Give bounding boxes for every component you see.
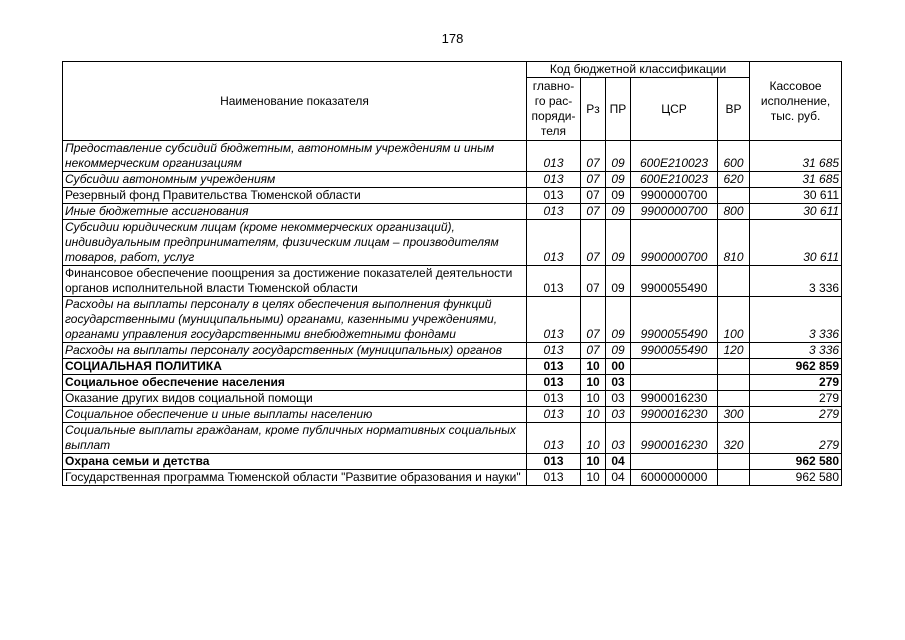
row-vr: 300 [718,407,750,423]
row-pr: 09 [606,172,631,188]
row-pr: 09 [606,297,631,343]
table-row [63,297,842,343]
header-code-group: Код бюджетной классификации [527,62,750,78]
table-row [63,204,842,220]
row-pr: 03 [606,375,631,391]
row-name: Иные бюджетные ассигнования [63,204,527,220]
row-amount: 279 [750,375,842,391]
row-vr [718,470,750,486]
row-csr: 9900016230 [631,423,718,454]
row-glavny: 013 [527,391,581,407]
row-name: Расходы на выплаты персоналу в целях обеспечения выполнения функций государственными (муниципальными) органами, казенными учреждениями, органами управления государственными внебюджетными фондами [63,297,527,343]
table-row [63,375,842,391]
table-body [63,141,842,486]
row-name: СОЦИАЛЬНАЯ ПОЛИТИКА [63,359,527,375]
row-csr: 9900000700 [631,188,718,204]
row-vr: 320 [718,423,750,454]
row-pr: 09 [606,343,631,359]
row-amount: 3 336 [750,297,842,343]
row-csr [631,359,718,375]
row-glavny: 013 [527,141,581,172]
table-row [63,391,842,407]
row-glavny: 013 [527,172,581,188]
row-glavny: 013 [527,470,581,486]
row-pr: 03 [606,407,631,423]
row-csr: 9900055490 [631,266,718,297]
row-name: Субсидии автономным учреждениям [63,172,527,188]
row-vr [718,454,750,470]
row-glavny: 013 [527,188,581,204]
row-vr: 600 [718,141,750,172]
row-pr: 03 [606,423,631,454]
row-vr: 800 [718,204,750,220]
row-csr: 9900000700 [631,220,718,266]
row-rz: 07 [581,297,606,343]
row-csr: 9900055490 [631,343,718,359]
row-glavny: 013 [527,375,581,391]
row-amount: 279 [750,407,842,423]
budget-table [62,61,842,486]
row-vr [718,375,750,391]
row-rz: 10 [581,423,606,454]
header-glavny: главно-го рас-поряди-теля [527,78,581,141]
row-pr: 04 [606,470,631,486]
row-rz: 10 [581,407,606,423]
row-name: Социальное обеспечение населения [63,375,527,391]
row-glavny: 013 [527,407,581,423]
row-csr: 600E210023 [631,172,718,188]
row-glavny: 013 [527,359,581,375]
row-vr: 620 [718,172,750,188]
row-name: Охрана семьи и детства [63,454,527,470]
row-name: Социальное обеспечение и иные выплаты населению [63,407,527,423]
row-glavny: 013 [527,220,581,266]
table-row [63,407,842,423]
row-name: Предоставление субсидий бюджетным, автономным учреждениям и иным некоммерческим организациям [63,141,527,172]
row-pr: 09 [606,188,631,204]
row-amount: 279 [750,423,842,454]
row-vr: 810 [718,220,750,266]
row-rz: 07 [581,266,606,297]
row-name: Финансовое обеспечение поощрения за достижение показателей деятельности органов исполнительной власти Тюменской области [63,266,527,297]
row-rz: 07 [581,141,606,172]
page-number: 178 [441,31,464,46]
row-pr: 09 [606,204,631,220]
table-row [63,266,842,297]
row-rz: 07 [581,188,606,204]
row-vr: 120 [718,343,750,359]
row-csr: 6000000000 [631,470,718,486]
row-vr [718,266,750,297]
header-name: Наименование показателя [63,62,527,141]
row-amount: 962 859 [750,359,842,375]
table-row [63,343,842,359]
row-amount: 962 580 [750,470,842,486]
row-amount: 30 611 [750,220,842,266]
row-amount: 31 685 [750,172,842,188]
row-pr: 09 [606,220,631,266]
table-row [63,220,842,266]
table-row [63,359,842,375]
row-rz: 07 [581,172,606,188]
row-amount: 279 [750,391,842,407]
row-name: Оказание других видов социальной помощи [63,391,527,407]
row-glavny: 013 [527,454,581,470]
row-amount: 30 611 [750,204,842,220]
row-vr: 100 [718,297,750,343]
row-rz: 07 [581,343,606,359]
header-csr: ЦСР [631,78,718,141]
row-rz: 10 [581,470,606,486]
row-pr: 00 [606,359,631,375]
row-pr: 04 [606,454,631,470]
row-vr [718,391,750,407]
table-row [63,172,842,188]
row-glavny: 013 [527,423,581,454]
header-pr: ПР [606,78,631,141]
row-vr [718,188,750,204]
header-rz: Рз [581,78,606,141]
header-vr: ВР [718,78,750,141]
row-amount: 962 580 [750,454,842,470]
row-rz: 10 [581,391,606,407]
row-csr [631,375,718,391]
table-row [63,423,842,454]
row-glavny: 013 [527,343,581,359]
row-csr [631,454,718,470]
row-name: Государственная программа Тюменской области "Развитие образования и науки" [63,470,527,486]
row-name: Субсидии юридическим лицам (кроме некоммерческих организаций), индивидуальным предпринимателям, физическим лицам – производителям товаров, работ, услуг [63,220,527,266]
row-pr: 09 [606,141,631,172]
row-rz: 07 [581,220,606,266]
row-csr: 9900000700 [631,204,718,220]
row-amount: 3 336 [750,343,842,359]
row-csr: 9900016230 [631,391,718,407]
row-amount: 3 336 [750,266,842,297]
header-amount: Кассовое исполнение, тыс. руб. [750,62,842,141]
row-amount: 31 685 [750,141,842,172]
row-rz: 10 [581,375,606,391]
row-vr [718,359,750,375]
row-csr: 600E210023 [631,141,718,172]
row-csr: 9900055490 [631,297,718,343]
table-row [63,454,842,470]
row-glavny: 013 [527,266,581,297]
row-glavny: 013 [527,204,581,220]
row-amount: 30 611 [750,188,842,204]
row-rz: 10 [581,454,606,470]
row-glavny: 013 [527,297,581,343]
row-pr: 03 [606,391,631,407]
row-rz: 07 [581,204,606,220]
table-row [63,141,842,172]
row-csr: 9900016230 [631,407,718,423]
row-name: Социальные выплаты гражданам, кроме публичных нормативных социальных выплат [63,423,527,454]
row-name: Расходы на выплаты персоналу государственных (муниципальных) органов [63,343,527,359]
row-pr: 09 [606,266,631,297]
row-name: Резервный фонд Правительства Тюменской области [63,188,527,204]
row-rz: 10 [581,359,606,375]
table-row [63,470,842,486]
table-row [63,188,842,204]
